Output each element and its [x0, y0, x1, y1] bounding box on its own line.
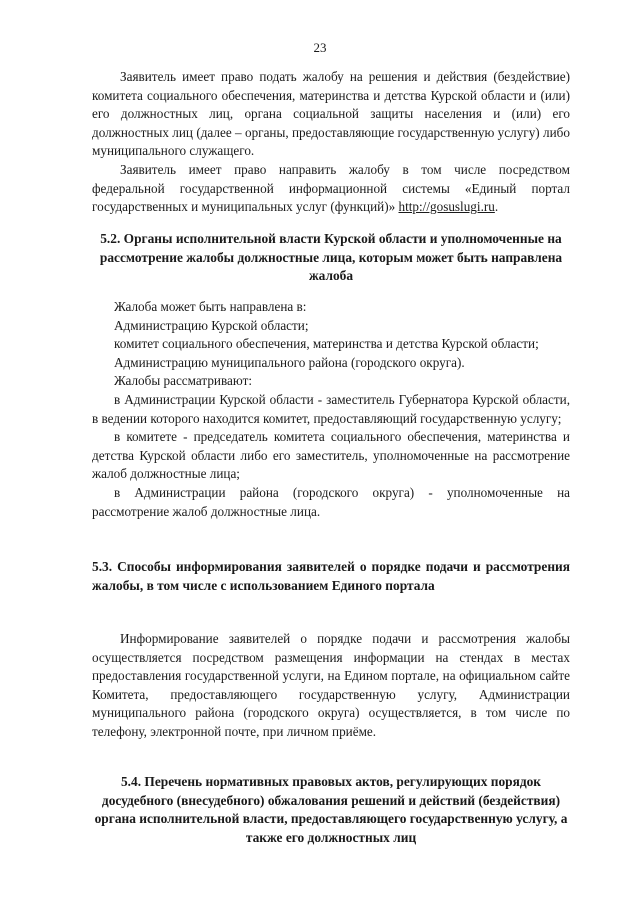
s52-line-8: в Администрации района (городского округа) - уполномоченные на рассмотрение жалоб должностные лица. — [92, 484, 570, 519]
page-number: 23 — [313, 40, 327, 55]
s52-line-7: в комитете - председатель комитета социального обеспечения, материнства и детства Курской области либо его заместитель, уполномоченные на рассмотрение жалоб должностные лица; — [92, 429, 570, 482]
intro-paragraph-1: Заявитель имеет право подать жалобу на решения и действия (бездействие) комитета социального обеспечения, материнства и детства Курской области и (или) его должностных лиц, органа социальной защиты населения и (или) его должностных лиц (далее – органы, предоставляющие государственную услугу) либо муниципального служащего. — [92, 69, 570, 159]
s52-line-3: комитет социального обеспечения, материнства и детства Курской области; — [114, 336, 539, 352]
section-5-2-heading: 5.2. Органы исполнительной власти Курской области и уполномоченные на рассмотрение жалобы должностные лица, которым может быть направлена жалоба — [99, 231, 563, 284]
s53-paragraph: Информирование заявителей о порядке подачи и рассмотрения жалобы осуществляется посредством размещения информации на стендах в местах предоставления государственной услуги, на Едином портале, на официальном сайте Комитета, предоставляющего государственную услугу, Администрации муниципального района (городского округа) осуществляется, в том числе по телефону, электронной почте, при личном приёме. — [92, 631, 570, 739]
s52-line-2: Администрацию Курской области; — [114, 317, 309, 333]
intro-paragraph-2-end: . — [494, 199, 499, 215]
section-5-2-body — [92, 298, 570, 521]
gosuslugi-link[interactable]: http://gosuslugi.ru — [398, 199, 495, 215]
s52-line-5: Жалобы рассматривают: — [114, 373, 253, 389]
intro-paragraph-2-text: Заявитель имеет право направить жалобу в том числе посредством федеральной государственной информационной системы «Единый портал государственных и муниципальных услуг (функций)» — [92, 161, 570, 215]
intro-section — [92, 68, 570, 217]
intro-paragraph-2 — [92, 161, 570, 217]
s52-line-1: Жалоба может быть направлена в: — [114, 299, 307, 314]
section-5-3-body — [92, 630, 570, 742]
section-5-3-heading: 5.3. Способы информирования заявителей о порядке подачи и рассмотрения жалобы, в том числе с использованием Единого портала — [92, 559, 570, 593]
section-5-4-heading: 5.4. Перечень нормативных правовых актов, регулирующих порядок досудебного (внесудебного) обжалования решений и действий (бездействия) органа исполнительной власти, предоставляющего государственную услугу, а также его должностных лиц — [94, 774, 568, 845]
s52-line-4: Администрацию муниципального района (городского округа). — [114, 354, 465, 370]
s52-line-6: в Администрации Курской области - заместитель Губернатора Курской области, в ведении которого находится комитет, предоставляющий государственную услугу; — [92, 391, 570, 426]
